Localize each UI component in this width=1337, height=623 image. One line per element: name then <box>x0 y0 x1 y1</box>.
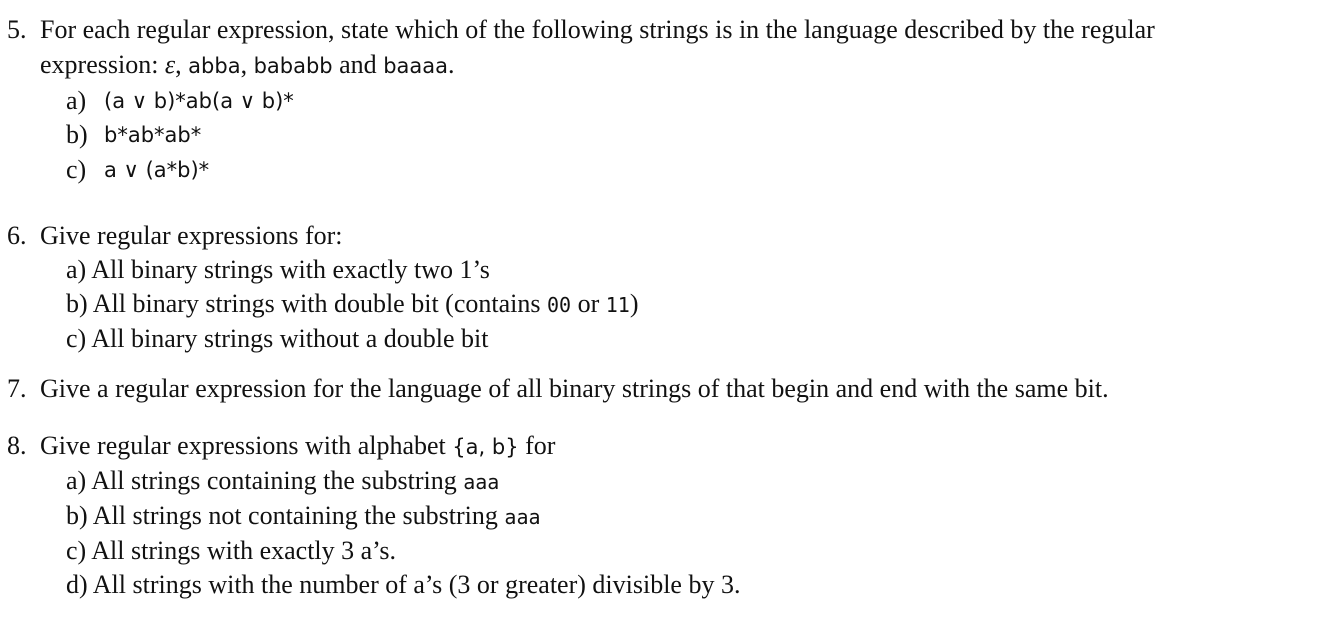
part-label: d) <box>66 570 88 599</box>
part-text: All strings with exactly 3 a’s. <box>91 536 397 565</box>
regex-expression: b*ab*ab* <box>104 123 202 147</box>
part-label: a) <box>66 255 87 284</box>
question-number: 7. <box>7 374 27 403</box>
code-aaa: aaa <box>463 470 500 494</box>
question-text: Give regular expressions with alphabet {a, b} for <box>40 431 556 460</box>
string-abba: abba <box>188 54 241 78</box>
string-baaaa: baaaa <box>383 54 448 78</box>
epsilon-string: ε <box>164 50 176 79</box>
question-text: For each regular expression, state which of the following strings is in the language described by the regular <box>40 15 1155 44</box>
part-label: c) <box>66 536 87 565</box>
part-content <box>66 534 396 568</box>
part-content: b) All binary strings with double bit (contains 00 or 11) <box>66 289 639 318</box>
part-text: All strings with the number of a’s (3 or greater) divisible by 3. <box>92 570 741 599</box>
question-text-continued: expression: ε, abba, bababb and baaaa. <box>40 50 455 79</box>
part-content: a) All strings containing the substring aaa <box>66 466 500 495</box>
question-text: Give a regular expression for the language of all binary strings of that begin and end with the same bit. <box>40 374 1109 403</box>
part-text: All binary strings without a double bit <box>91 324 489 353</box>
part-content <box>66 322 488 356</box>
question-text: Give regular expressions for: <box>40 221 343 250</box>
part-content: b) All strings not containing the substring aaa <box>66 501 541 530</box>
code-11: 11 <box>605 293 630 317</box>
part-content <box>66 253 490 287</box>
part-label: a) <box>66 86 87 115</box>
regex-expression: (a ∨ b)*ab(a ∨ b)* <box>104 89 294 113</box>
part-label: a) <box>66 466 87 495</box>
part-label: c) <box>66 324 87 353</box>
question-number: 5. <box>7 15 27 44</box>
part-text: All binary strings with exactly two 1’s <box>91 255 490 284</box>
regex-expression: a ∨ (a*b)* <box>104 158 210 182</box>
part-label: c) <box>66 155 87 184</box>
code-00: 00 <box>546 293 572 317</box>
code-aaa: aaa <box>504 505 541 529</box>
part-label: b) <box>66 120 88 149</box>
alphabet-set: {a, b} <box>452 435 519 459</box>
part-content <box>66 568 740 602</box>
part-label: b) <box>66 289 88 318</box>
question-number: 6. <box>7 221 27 250</box>
part-label: b) <box>66 501 88 530</box>
string-bababb: bababb <box>253 54 333 78</box>
question-number: 8. <box>7 431 27 460</box>
